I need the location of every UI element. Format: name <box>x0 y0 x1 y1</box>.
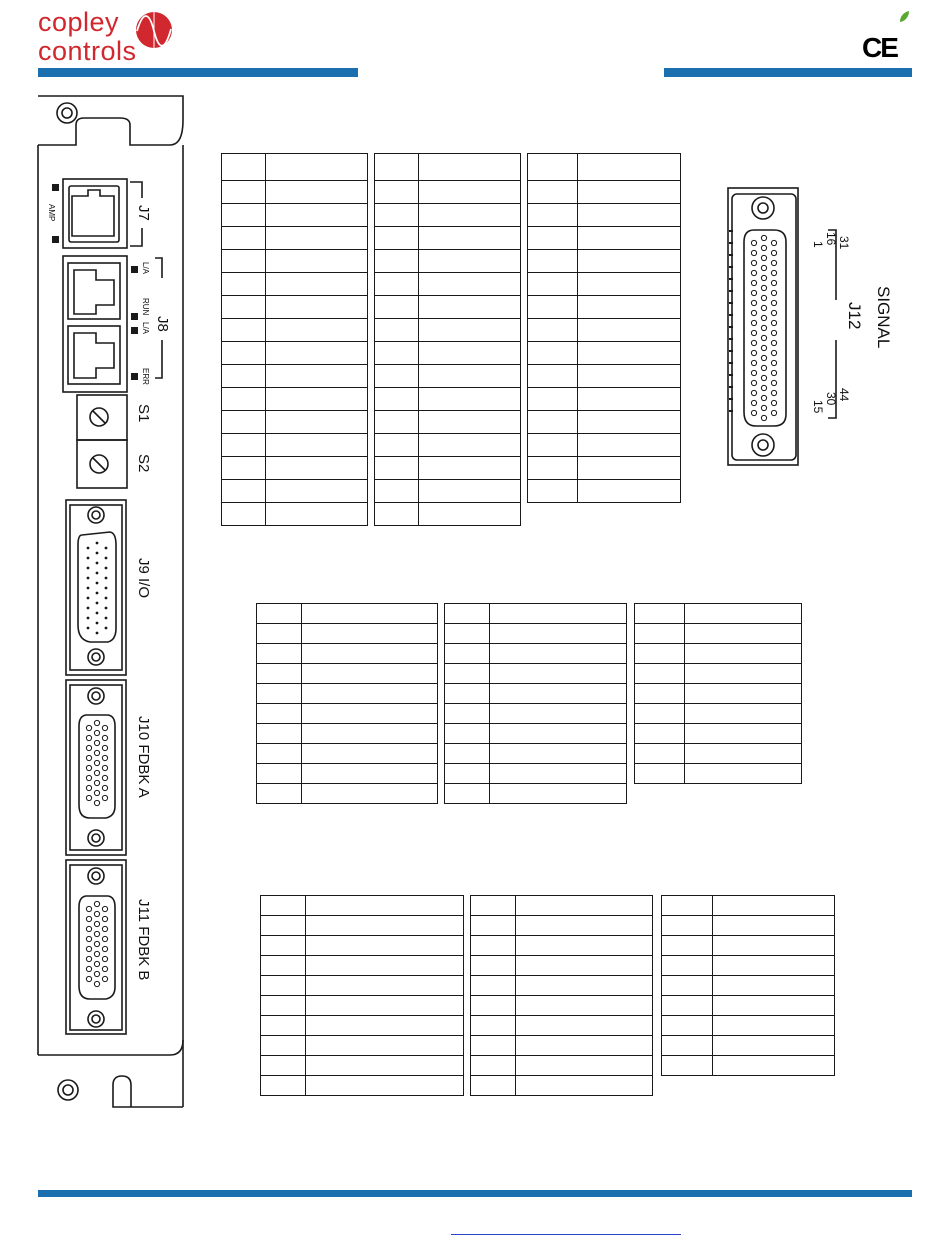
j12-pin-1: 1 <box>811 241 825 248</box>
j9-pin-table-3 <box>634 603 802 784</box>
logo-line-2: controls <box>38 36 137 66</box>
j12-pin-table-3 <box>527 153 681 503</box>
j12-pin-44: 44 <box>837 388 851 402</box>
j12-label: J12 <box>845 302 864 330</box>
table-row <box>261 896 464 916</box>
j12-pin-16: 16 <box>824 232 838 246</box>
ce-mark: CE <box>862 32 897 63</box>
j12-pin-31: 31 <box>837 236 851 250</box>
table-row <box>635 604 802 624</box>
j11-pin-table-1 <box>260 895 464 1096</box>
j11-pin-table-2 <box>470 895 653 1096</box>
j12-pin-table-2 <box>374 153 521 526</box>
signal-label: SIGNAL <box>874 286 893 349</box>
table-row <box>375 154 521 181</box>
j9-pin-table-2 <box>444 603 627 804</box>
table-row <box>528 154 681 181</box>
run-label: RUN <box>141 298 150 316</box>
j11-label: J11 FDBK B <box>135 899 152 981</box>
la-top-label: L/A <box>141 262 150 275</box>
j11-pin-table-3 <box>661 895 835 1076</box>
s2-label: S2 <box>135 454 152 473</box>
amp-label: AMP <box>47 204 56 222</box>
j7-label: J7 <box>135 205 152 221</box>
table-row <box>222 154 368 181</box>
s1-label: S1 <box>135 404 152 423</box>
j10-label: J10 FDBK A <box>135 716 152 798</box>
table-row <box>257 604 438 624</box>
j12-pin-table-1 <box>221 153 368 526</box>
j8-label: J8 <box>154 316 171 332</box>
footer-rule <box>38 1190 912 1197</box>
table-row <box>662 896 835 916</box>
table-row <box>471 896 653 916</box>
j12-pin-30: 30 <box>824 392 838 406</box>
logo-line-1: copley <box>38 7 120 37</box>
j9-label: J9 I/O <box>135 558 152 599</box>
footer-link[interactable] <box>451 1222 681 1235</box>
err-label: ERR <box>141 368 150 385</box>
table-row <box>445 604 627 624</box>
j12-pin-15: 15 <box>811 400 825 414</box>
j9-pin-table-1 <box>256 603 438 804</box>
la-bottom-label: L/A <box>141 322 150 335</box>
